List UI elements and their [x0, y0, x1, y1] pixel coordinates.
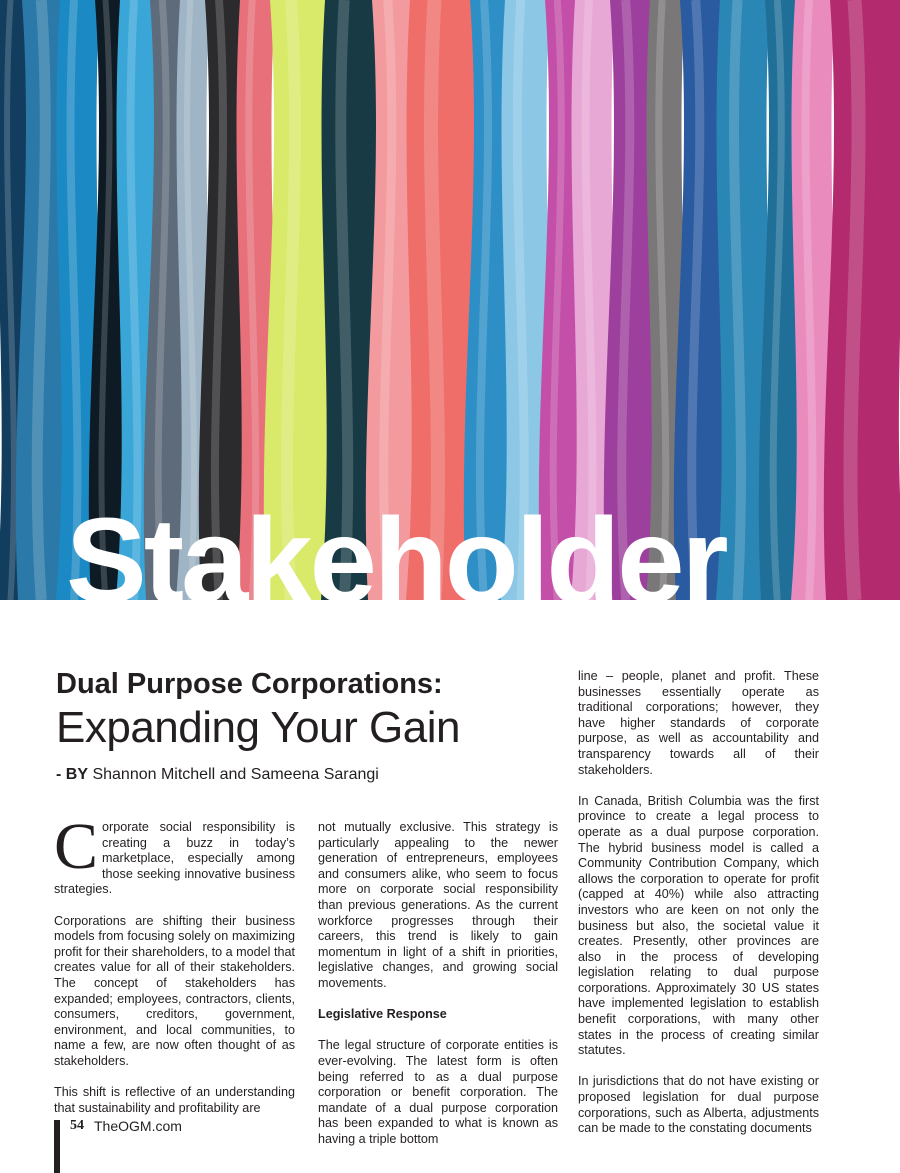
page-number: 54: [70, 1118, 84, 1133]
paragraph: In jurisdictions that do not have existing or proposed legislation for dual purpose corporations, such as Alberta, adjustments can be made to the constating documents: [578, 1074, 819, 1136]
paragraph: Corporations are shifting their business models from focusing solely on maximizing profit for their shareholders, to a model that creates value for all of their stakeholders. The concept of stakeholders has expanded; employees, contractors, clients, consumers, creditors, government, environment, and local communities, to name a few, are now often thought of as stakeholders.: [54, 913, 295, 1068]
drop-cap: C: [54, 810, 99, 883]
footer-bar: [54, 1120, 60, 1173]
article-column-3: [578, 669, 819, 1152]
paragraph: [54, 810, 295, 898]
paragraph: line – people, planet and profit. These businesses essentially operate as traditional corporations; however, they have higher standards of corporate purpose, as well as accountability and transparency towards all of their stakeholders.: [578, 669, 819, 777]
headline-word: Stakeholder: [66, 492, 726, 628]
paragraph: not mutually exclusive. This strategy is particularly appealing to the newer generation of entrepreneurs, employees and consumers alike, who seem to focus more on corporate social responsibility than previous generations. As the current workforce progresses through their careers, this trend is likely to gain momentum in light of a shift in priorities, legislative changes, and growing social movements.: [318, 820, 558, 990]
byline-authors: Shannon Mitchell and Sameena Sarangi: [88, 766, 379, 783]
article-title-line2: Expanding Your Gain: [56, 703, 460, 752]
byline: [56, 766, 379, 784]
paragraph: In Canada, British Columbia was the first province to create a legal process to operate as a dual purpose corporation. The hybrid business model is called a Community Contribution Company, which allows the corporation to operate for profit (capped at 40%) while also attracting investors who are keen on not only the business but also, the societal value it creates. Presently, other provinces are also in the process of developing legislation relating to dual purpose corporations. Approximately 30 US states have implemented legislation to establish benefit corporations, with many other states in the process of creating similar statutes.: [578, 793, 819, 1058]
paragraph: The legal structure of corporate entities is ever-evolving. The latest form is often being referred to as a dual purpose corporation or benefit corporation. The mandate of a dual purpose corporation has been expanded to what is known as having a triple bottom: [318, 1038, 558, 1146]
site-name: TheOGM.com: [94, 1118, 182, 1134]
section-subhead: Legislative Response: [318, 1007, 447, 1022]
article-title-line1: Dual Purpose Corporations:: [56, 668, 443, 700]
article-column-2: [318, 820, 558, 1163]
paragraph: This shift is reflective of an understanding that sustainability and profitability are: [54, 1085, 295, 1115]
paragraph-text: orporate social responsibility is creating a buzz in today’s marketplace, especially among those seeking innovative business strategies.: [54, 820, 295, 897]
article-column-1: [54, 810, 295, 1132]
byline-prefix: - BY: [56, 766, 88, 783]
